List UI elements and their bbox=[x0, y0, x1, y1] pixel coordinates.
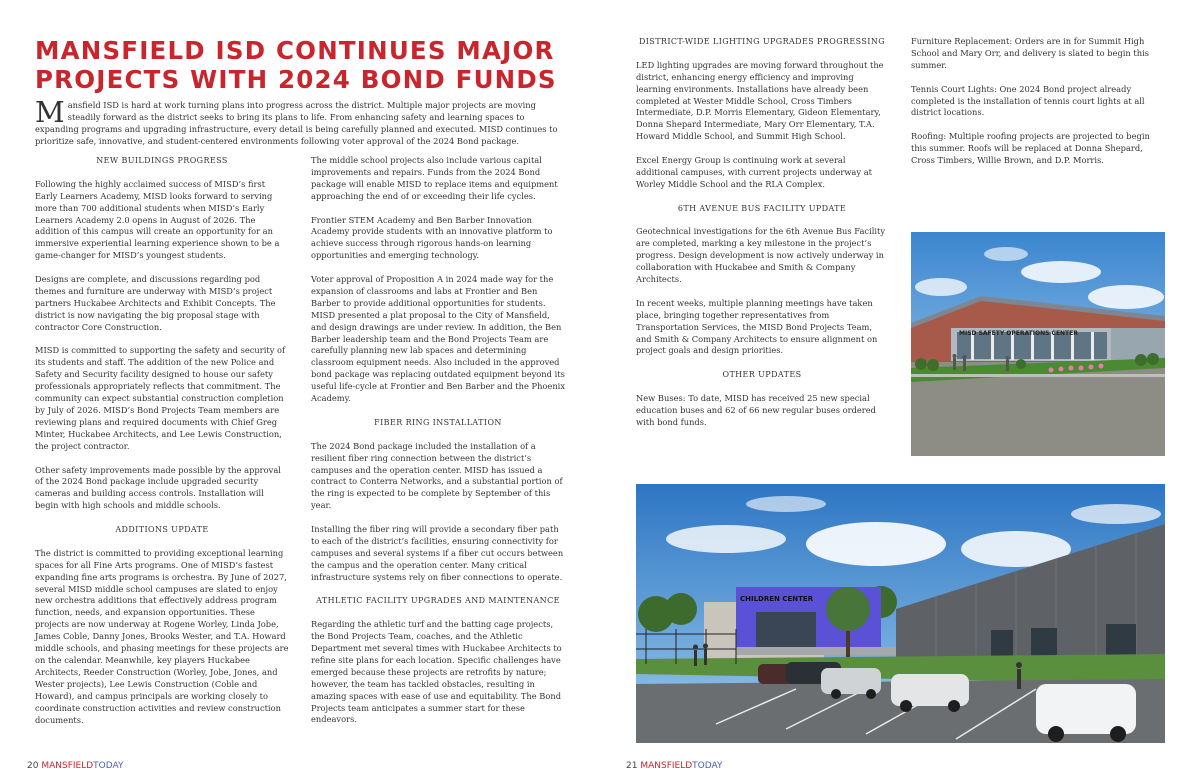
children-center-rendering bbox=[636, 484, 1165, 743]
column-3 bbox=[636, 36, 888, 441]
section-heading: DISTRICT-WIDE LIGHTING UPGRADES PROGRESSING bbox=[638, 37, 886, 46]
paragraph: The district is committed to providing exceptional learning spaces for all Fine Arts programs. One of MISD’s fastest expanding fine arts programs is orchestra. By June of 2027, several MISD middle school campuses are slated to enjoy new orchestra additions that effectively address program function, needs, and expansion opportunities. These projects are now underway at Rogene Worley, Linda Jobe, James Coble, Danny Jones, Brooks Wester, and T.A. Howard middle schools, and phasing meetings for these projects are on the calendar. Meanwhile, key players Huckabee Architects, Reeder Construction (Worley, Jobe, Jones, and Wester projects), Lee Lewis Construction (Coble and Howard), and campus principals are working closely to coordinate construction activities and review construction documents. bbox=[35, 547, 289, 725]
paragraph: Roofing: Multiple roofing projects are projected to begin this summer. Roofs will be replaced at Donna Shepard, Cross Timbers, Willie Brown, and D.P. Morris. bbox=[911, 131, 1150, 166]
brand-name-part1: MANSFIELD bbox=[41, 761, 94, 771]
right-page bbox=[600, 0, 1200, 779]
drop-cap: M bbox=[35, 95, 65, 129]
paragraph: In recent weeks, multiple planning meetings have taken place, bringing together representatives from Transportation Services, the MISD Bond Projects Team, and Smith & Company Architects to ensure alignment on project goals and design priorities. bbox=[636, 297, 878, 356]
section-heading: ATHLETIC FACILITY UPGRADES AND MAINTENANCE bbox=[316, 596, 560, 606]
section-heading: 6TH AVENUE BUS FACILITY UPDATE bbox=[677, 203, 847, 213]
paragraph: Geotechnical investigations for the 6th Avenue Bus Facility are completed, marking a key milestone in the project’s progress. Design development is now actively underway in collaboration with Huckabee and Smith & Company Architects. bbox=[636, 226, 886, 285]
brand-name-part2: TODAY bbox=[692, 761, 723, 771]
paragraph: New Buses: To date, MISD has received 25 new special education buses and 62 of 66 new regular buses ordered with bond funds. bbox=[636, 393, 876, 427]
section-heading: FIBER RING INSTALLATION bbox=[374, 417, 502, 427]
page-number: 20 bbox=[27, 761, 39, 771]
paragraph: Regarding the athletic turf and the batting cage projects, the Bond Projects Team, coaches, and the Athletic Department met several times with Huckabee Architects to refine site plans for each location. Specific challenges have emerged because these projects are retrofits by nature; however, the team has tackled obstacles, resulting in amazing spaces with ease of use and equitability. The Bond Projects team anticipates a summer start for these endeavors. bbox=[311, 619, 562, 725]
paragraph: MISD is committed to supporting the safety and security of its students and staff. The addition of the new Police and Safety and Security facility designed to house our safety professionals appropriately reflects that commitment. The community can expect substantial construction completion by July of 2026. MISD’s Bond Projects Team members are reviewing plans and required documents with Chief Greg Minter, Huckabee Architects, and Lee Lewis Construction, the project contractor. bbox=[35, 345, 286, 451]
paragraph: Following the highly acclaimed success of MISD’s first Early Learners Academy, MISD looks forward to serving more than 700 additional students when MISD’s Early Learners Academy 2.0 opens in August of 2026. The addition of this campus will create an opportunity for an immersive experiential learning experience shown to be a game-changer for MISD’s youngest students. bbox=[35, 178, 280, 261]
paragraph: Designs are complete, and discussions regarding pod themes and furniture are underway with MISD’s project partners Huckabee Architects and Exhibit Concepts. The district is now navigating the big proposal stage with contractor Core Construction. bbox=[35, 274, 276, 332]
paragraph: Frontier STEM Academy and Ben Barber Innovation Academy provide students with an innovative platform to achieve success through rigorous hands-on learning opportunities and emerging technology. bbox=[311, 214, 553, 261]
building-sign: MISD SAFETY OPERATIONS CENTER bbox=[959, 330, 1078, 337]
page-footer-right bbox=[626, 761, 722, 771]
paragraph: Other safety improvements made possible by the approval of the 2024 Bond package include upgraded security cameras and building access controls. Installation will begin with high schools and middle schools. bbox=[35, 464, 281, 511]
building-sign: CHILDREN CENTER bbox=[740, 595, 814, 603]
paragraph: The middle school projects also include various capital improvements and repairs. Funds from the 2024 Bond package will enable MISD to replace items and equipment approaching the end of or exceeding their life cycles. bbox=[311, 155, 558, 201]
column-1 bbox=[35, 155, 289, 738]
paragraph: Furniture Replacement: Orders are in for Summit High School and Mary Orr, and delivery is slated to begin this summer. bbox=[911, 36, 1150, 70]
intro-paragraph bbox=[35, 95, 565, 148]
safety-operations-center-rendering bbox=[911, 232, 1165, 456]
intro-text: ansfield ISD is hard at work turning plans into progress across the district. Multiple major projects are moving steadily forward as the district seeks to bring its plans to life. From enhancing safety and learning spaces to expanding programs and upgrading infrastructure, every detail is being carefully planned and executed. MISD continues to prioritize safe, innovative, and student-centered environments following voter approval of the 2024 Bond package. bbox=[35, 100, 558, 146]
article-title: MANSFIELD ISD CONTINUES MAJOR PROJECTS WITH 2024 BOND FUNDS bbox=[35, 36, 557, 94]
section-heading: OTHER UPDATES bbox=[722, 370, 802, 380]
paragraph: The 2024 Bond package included the installation of a resilient fiber ring connection between the district’s campuses and the operation center. MISD has issued a contract to Conterra Networks, and a substantial portion of the ring is expected to be complete by September of this year. bbox=[311, 440, 563, 511]
paragraph: Tennis Court Lights: One 2024 Bond project already completed is the installation of tennis court lights at all district locations. bbox=[911, 83, 1145, 118]
brand-name-part2: TODAY bbox=[93, 761, 124, 771]
brand-name-part1: MANSFIELD bbox=[640, 761, 693, 771]
paragraph: LED lighting upgrades are moving forward throughout the district, enhancing energy efficiency and improving learning environments. Installations have already been completed at Wester Middle School, Cross Timbers Intermediate, D.P. Morris Elementary, Gideon Elementary, Donna Shepard Intermediate, Mary Orr Elementary, T.A. Howard Middle School, and Summit High School. bbox=[636, 59, 884, 142]
column-4 bbox=[911, 36, 1165, 179]
section-heading: ADDITIONS UPDATE bbox=[115, 525, 209, 535]
page-number: 21 bbox=[626, 761, 638, 771]
paragraph: Excel Energy Group is continuing work at several additional campuses, with current projects underway at Worley Middle School and the RLA Complex. bbox=[636, 155, 872, 189]
paragraph: Voter approval of Proposition A in 2024 made way for the expansion of classrooms and labs at Frontier and Ben Barber to provide additional opportunities for students. MISD presented a plat proposal to the City of Mansfield, and design drawings are under review. In addition, the Ben Barber leadership team and the Bond Projects Team are carefully planning new lab spaces and determining classroom equipment needs. Also included in the approved bond package was replacing outdated equipment beyond its useful life-cycle at Frontier and Ben Barber and the Phoenix Academy. bbox=[311, 274, 566, 404]
section-heading: NEW BUILDINGS PROGRESS bbox=[96, 156, 228, 165]
page-footer-left bbox=[27, 761, 123, 771]
paragraph: Installing the fiber ring will provide a secondary fiber path to each of the district’s facilities, ensuring connectivity for campuses and several systems if a fiber cut occurs between the campus and the operation center. Many critical infrastructure systems rely on fiber connections to operate. bbox=[311, 524, 564, 582]
column-2 bbox=[311, 155, 565, 738]
